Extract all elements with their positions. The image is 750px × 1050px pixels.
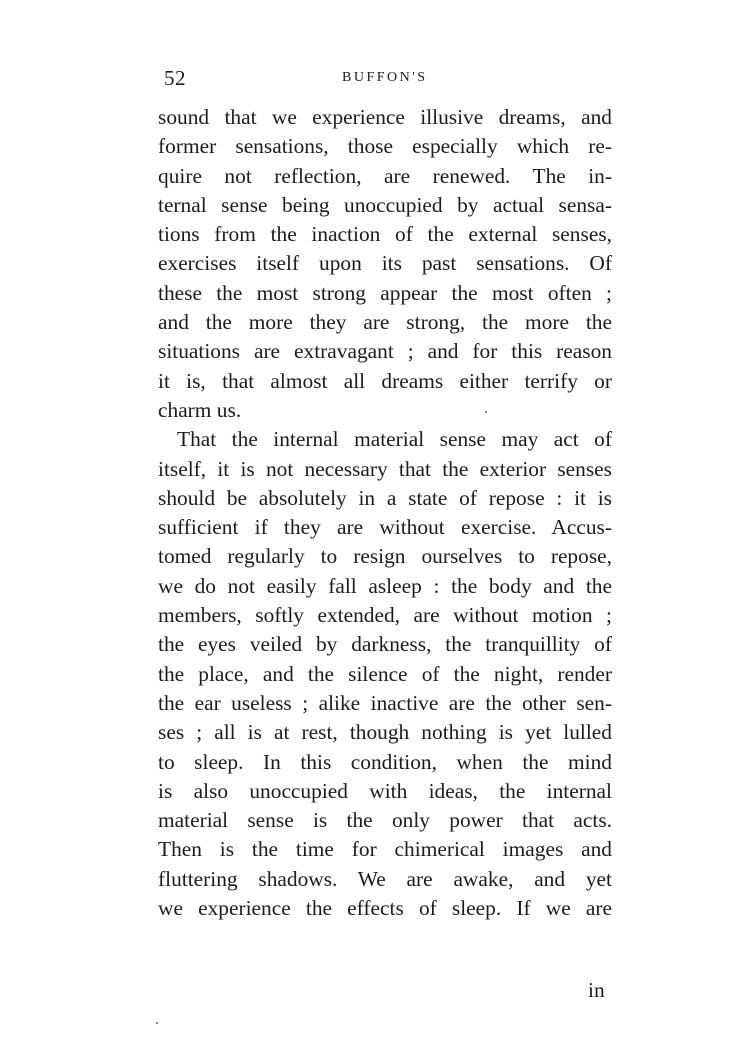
text-line: tomed regularly to resign ourselves to repose, [158, 544, 612, 569]
text-line: ses ; all is at rest, though nothing is yet lulled [158, 720, 612, 745]
text-line: fluttering shadows. We are awake, and yet [158, 866, 612, 891]
text-line: is also unoccupied with ideas, the internal [158, 778, 612, 803]
text-line: it is, that almost all dreams either terrify or [158, 368, 612, 393]
text-line: ternal sense being unoccupied by actual sensa- [158, 192, 612, 217]
page-header [158, 66, 610, 94]
body-text [158, 103, 612, 923]
text-line: That the internal material sense may act of [177, 427, 612, 452]
text-line: itself, it is not necessary that the exterior senses [158, 456, 612, 481]
text-line: the ear useless ; alike inactive are the other sen- [158, 690, 612, 715]
text-line: tions from the inaction of the external senses, [158, 222, 612, 247]
text-line: exercises itself upon its past sensations. Of [158, 251, 612, 276]
text-line: and the more they are strong, the more the [158, 310, 612, 335]
text-line: former sensations, those especially which re- [158, 134, 612, 159]
text-line: members, softly extended, are without motion ; [158, 603, 612, 628]
text-line: should be absolutely in a state of repose : it is [158, 485, 612, 510]
text-line: Then is the time for chimerical images and [158, 837, 612, 862]
text-line: situations are extravagant ; and for this reason [158, 339, 612, 364]
page-number: 52 [164, 66, 186, 90]
text-line: quire not reflection, are renewed. The in- [158, 163, 612, 188]
text-line: sufficient if they are without exercise. Accus- [158, 515, 612, 540]
text-line: material sense is the only power that acts. [158, 808, 612, 833]
text-line: the place, and the silence of the night, render [158, 661, 612, 686]
text-line: these the most strong appear the most often ; [158, 280, 612, 305]
text-line: the eyes veiled by darkness, the tranquillity of [158, 632, 612, 657]
text-line: charm us. [158, 397, 242, 422]
paper-speck [485, 411, 487, 413]
text-line: sound that we experience illusive dreams, and [158, 105, 612, 129]
text-line: to sleep. In this condition, when the mind [158, 749, 612, 774]
text-line: we do not easily fall asleep : the body and the [158, 573, 612, 598]
catchword: in [588, 978, 605, 1002]
running-head: BUFFON'S [342, 70, 428, 85]
paper-speck [156, 1022, 158, 1024]
text-line: we experience the effects of sleep. If we are [158, 896, 612, 921]
